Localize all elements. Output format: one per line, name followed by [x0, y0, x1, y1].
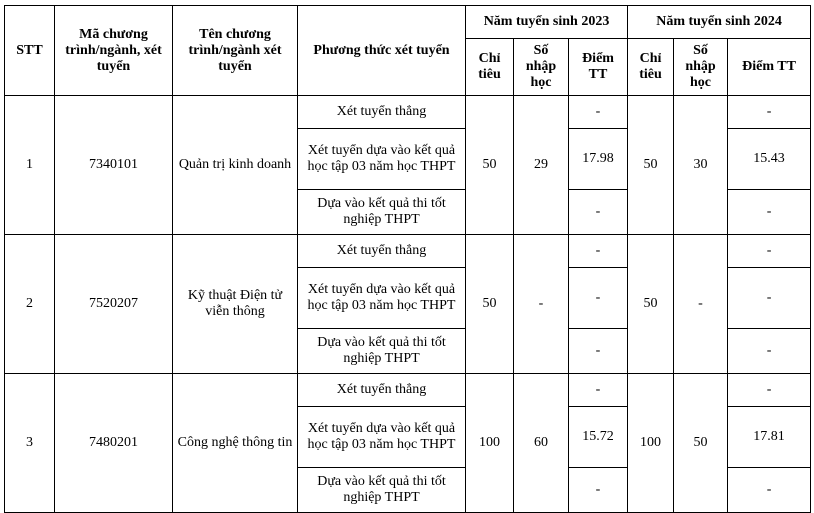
- score-2023-cell: 15.72: [569, 407, 628, 468]
- method-cell: Xét tuyển thẳng: [298, 374, 466, 407]
- method-cell: Dựa vào kết quả thi tốt nghiệp THPT: [298, 329, 466, 374]
- stt-cell: 3: [5, 374, 55, 513]
- quota-2023-cell: 50: [466, 96, 514, 235]
- program-name-cell: Quản trị kinh doanh: [173, 96, 298, 235]
- header-year-2023: Năm tuyển sinh 2023: [466, 6, 628, 39]
- program-name-cell: Kỹ thuật Điện tử viễn thông: [173, 235, 298, 374]
- table-row: [5, 235, 811, 268]
- quota-2024-cell: 100: [628, 374, 674, 513]
- table-row: [5, 96, 811, 129]
- header-enrolled-2023: Số nhập học: [514, 39, 569, 96]
- table-row: [5, 374, 811, 407]
- header-stt: STT: [5, 6, 55, 96]
- quota-2024-cell: 50: [628, 96, 674, 235]
- score-2024-cell: 15.43: [728, 129, 811, 190]
- header-program-name: Tên chương trình/ngành xét tuyển: [173, 6, 298, 96]
- stt-cell: 1: [5, 96, 55, 235]
- score-2023-cell: -: [569, 468, 628, 513]
- score-2024-cell: -: [728, 190, 811, 235]
- score-2023-cell: -: [569, 268, 628, 329]
- enrolled-2024-cell: 50: [674, 374, 728, 513]
- score-2023-cell: 17.98: [569, 129, 628, 190]
- program-name-cell: Công nghệ thông tin: [173, 374, 298, 513]
- header-admission-method: Phương thức xét tuyển: [298, 6, 466, 96]
- score-2024-cell: -: [728, 374, 811, 407]
- enrolled-2023-cell: 29: [514, 96, 569, 235]
- method-cell: Dựa vào kết quả thi tốt nghiệp THPT: [298, 190, 466, 235]
- quota-2024-cell: 50: [628, 235, 674, 374]
- score-2023-cell: -: [569, 374, 628, 407]
- header-enrolled-2024: Số nhập học: [674, 39, 728, 96]
- score-2024-cell: -: [728, 96, 811, 129]
- method-cell: Xét tuyển thẳng: [298, 235, 466, 268]
- score-2024-cell: -: [728, 235, 811, 268]
- program-code-cell: 7520207: [55, 235, 173, 374]
- stt-cell: 2: [5, 235, 55, 374]
- score-2024-cell: -: [728, 468, 811, 513]
- enrolled-2024-cell: -: [674, 235, 728, 374]
- header-year-2024: Năm tuyển sinh 2024: [628, 6, 811, 39]
- score-2024-cell: 17.81: [728, 407, 811, 468]
- method-cell: Xét tuyển dựa vào kết quả học tập 03 năm học THPT: [298, 268, 466, 329]
- score-2023-cell: -: [569, 190, 628, 235]
- header-quota-2024: Chỉ tiêu: [628, 39, 674, 96]
- enrolled-2024-cell: 30: [674, 96, 728, 235]
- method-cell: Xét tuyển dựa vào kết quả học tập 03 năm học THPT: [298, 129, 466, 190]
- score-2024-cell: -: [728, 268, 811, 329]
- score-2023-cell: -: [569, 96, 628, 129]
- header-program-code: Mã chương trình/ngành, xét tuyển: [55, 6, 173, 96]
- header-score-2024: Điểm TT: [728, 39, 811, 96]
- quota-2023-cell: 100: [466, 374, 514, 513]
- method-cell: Xét tuyển dựa vào kết quả học tập 03 năm học THPT: [298, 407, 466, 468]
- method-cell: Dựa vào kết quả thi tốt nghiệp THPT: [298, 468, 466, 513]
- score-2023-cell: -: [569, 329, 628, 374]
- quota-2023-cell: 50: [466, 235, 514, 374]
- program-code-cell: 7480201: [55, 374, 173, 513]
- score-2023-cell: -: [569, 235, 628, 268]
- program-code-cell: 7340101: [55, 96, 173, 235]
- header-quota-2023: Chỉ tiêu: [466, 39, 514, 96]
- admissions-table: [4, 5, 811, 513]
- enrolled-2023-cell: -: [514, 235, 569, 374]
- enrolled-2023-cell: 60: [514, 374, 569, 513]
- method-cell: Xét tuyển thẳng: [298, 96, 466, 129]
- header-score-2023: Điểm TT: [569, 39, 628, 96]
- score-2024-cell: -: [728, 329, 811, 374]
